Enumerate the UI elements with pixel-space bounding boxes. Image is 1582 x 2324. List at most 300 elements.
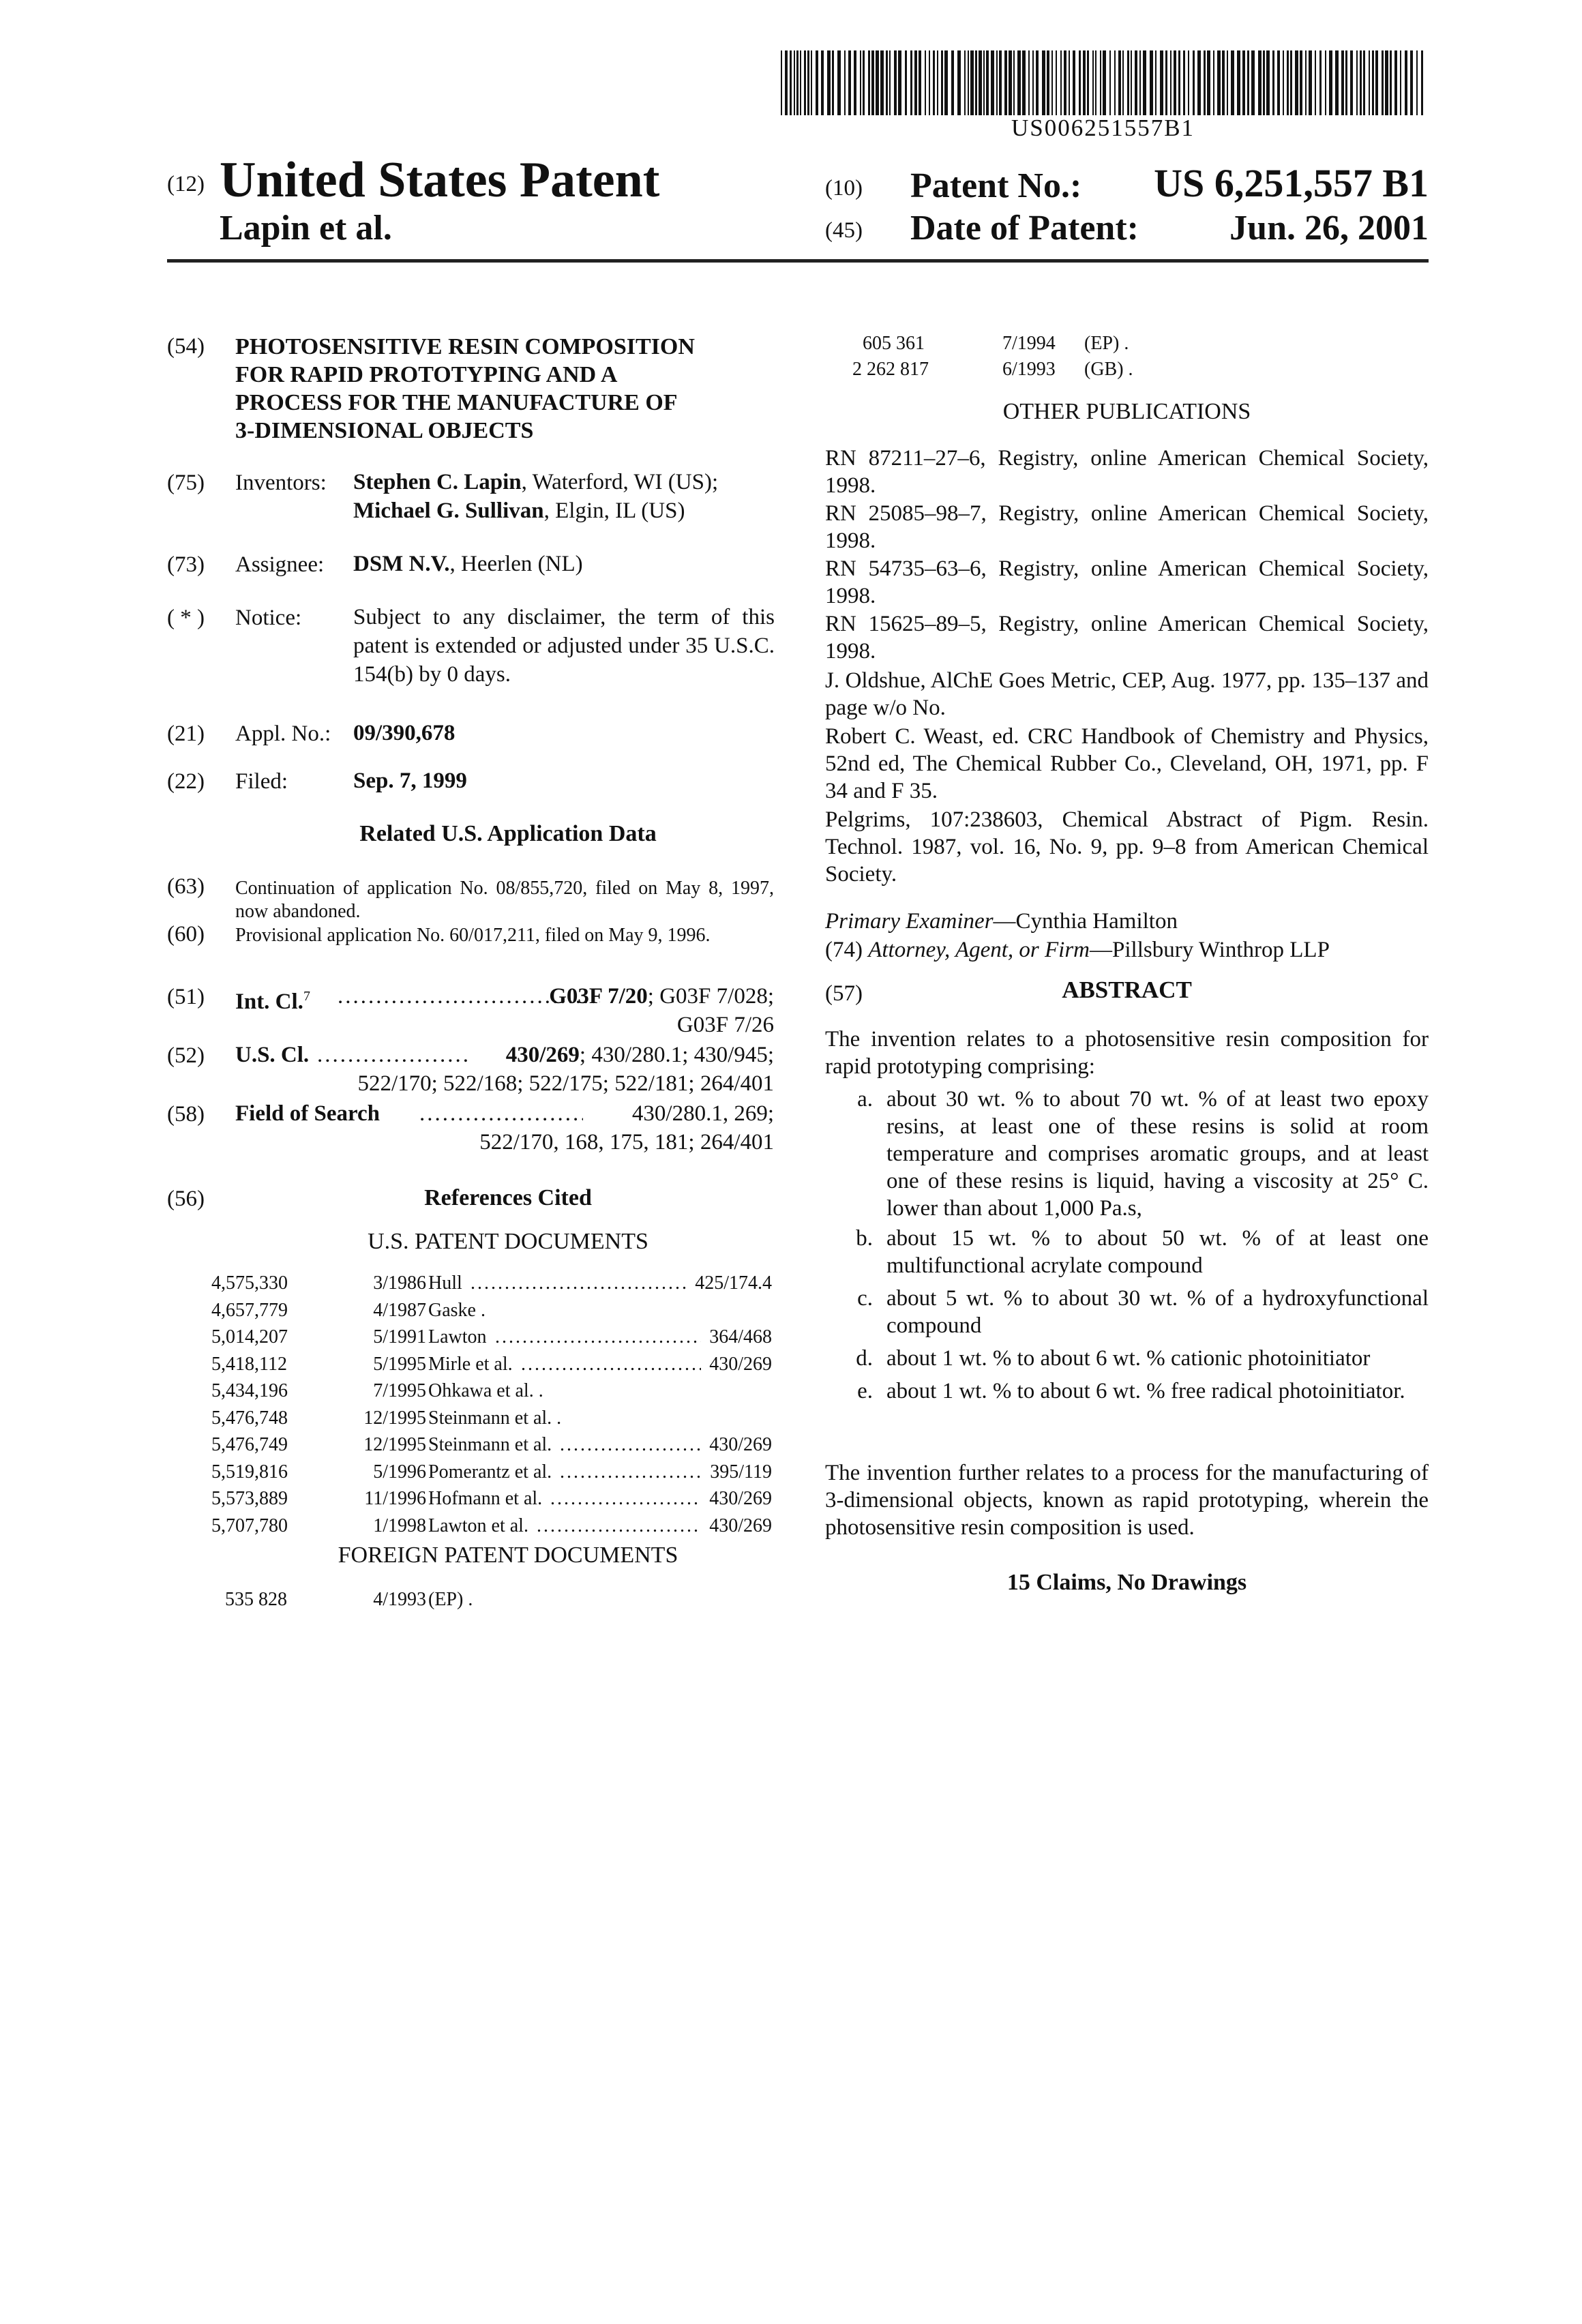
code-45: (45) bbox=[825, 218, 863, 243]
barcode-bar bbox=[1416, 50, 1418, 115]
barcode-bar bbox=[933, 50, 935, 115]
reference-number: 4,657,779 bbox=[211, 1300, 288, 1322]
barcode-bar bbox=[1032, 50, 1034, 115]
barcode-bar bbox=[1258, 50, 1262, 115]
barcode-bar bbox=[804, 50, 806, 115]
int-cl-rest: ; G03F 7/028; bbox=[648, 984, 774, 1009]
title-code: (54) bbox=[167, 334, 205, 359]
barcode-bar bbox=[1382, 50, 1384, 115]
inventors-label: Inventors: bbox=[235, 471, 327, 496]
barcode-bar bbox=[868, 50, 870, 115]
barcode-bar bbox=[1051, 50, 1053, 115]
barcode-bar bbox=[876, 50, 879, 115]
reference-name: Pomerantz et al. bbox=[428, 1461, 552, 1483]
barcode-bar bbox=[983, 50, 985, 115]
publication: Robert C. Weast, ed. CRC Handbook of Chemistry and Physics, 52nd ed, The Chemical Rubber Co., Cleveland, OH, 1971, pp. F 34 and F 35. bbox=[825, 723, 1429, 805]
barcode-bar bbox=[827, 50, 831, 115]
us-reference-row bbox=[211, 1515, 772, 1541]
foreign-date: 4/1993 bbox=[348, 1589, 426, 1611]
title-line: PROCESS FOR THE MANUFACTURE OF bbox=[235, 389, 781, 417]
foreign-number: 535 828 bbox=[225, 1589, 287, 1611]
abstract-heading: ABSTRACT bbox=[825, 977, 1429, 1004]
abstract-outro: The invention further relates to a process for the manufacturing of 3-dimensional objects, known as rapid prototyping, wherein the photosensitive resin composition is used. bbox=[825, 1459, 1429, 1541]
us-reference-row bbox=[211, 1300, 772, 1326]
barcode-bar bbox=[914, 50, 917, 115]
barcode-number: US006251557B1 bbox=[781, 115, 1425, 142]
reference-name: Hull bbox=[428, 1272, 462, 1294]
barcode-bar bbox=[1013, 50, 1015, 115]
patent-date: Jun. 26, 2001 bbox=[1229, 208, 1429, 248]
barcode-bar bbox=[1369, 50, 1370, 115]
title-line: FOR RAPID PROTOTYPING AND A bbox=[235, 361, 781, 389]
barcode-bar bbox=[811, 50, 812, 115]
foreign-reference-row bbox=[863, 359, 1423, 385]
us-cl-label: U.S. Cl. bbox=[235, 1043, 309, 1067]
inventors-code: (75) bbox=[167, 471, 205, 496]
barcode-bar bbox=[951, 50, 954, 115]
dot-leader: .............................. bbox=[495, 1326, 701, 1348]
us-cl-line bbox=[235, 1041, 774, 1069]
barcode-bar bbox=[1069, 50, 1070, 115]
barcode-bar bbox=[986, 50, 989, 115]
reference-date: 12/1995 bbox=[348, 1434, 426, 1456]
other-publications-heading: OTHER PUBLICATIONS bbox=[825, 399, 1429, 425]
barcode-bar bbox=[979, 50, 982, 115]
barcode-bar bbox=[1400, 50, 1401, 115]
barcode-bar bbox=[1160, 50, 1163, 115]
item-letter: c. bbox=[846, 1285, 873, 1312]
barcode-bar bbox=[1036, 50, 1039, 115]
barcode-bar bbox=[999, 50, 1002, 115]
primary-examiner bbox=[825, 907, 1178, 936]
barcode-bar bbox=[1103, 50, 1106, 115]
barcode-bar bbox=[898, 50, 901, 115]
reference-name: Mirle et al. bbox=[428, 1354, 513, 1375]
barcode-bar bbox=[1060, 50, 1062, 115]
barcode-bar bbox=[1372, 50, 1374, 115]
assignee-code: (73) bbox=[167, 552, 205, 578]
barcode-bar bbox=[1341, 50, 1344, 115]
reference-date: 5/1991 bbox=[348, 1326, 426, 1348]
barcode-bar bbox=[794, 50, 795, 115]
reference-number: 5,014,207 bbox=[211, 1326, 288, 1348]
us-reference-row bbox=[211, 1488, 772, 1514]
barcode-bar bbox=[968, 50, 969, 115]
assignee-location: , Heerlen (NL) bbox=[450, 552, 583, 576]
inventor-name: Michael G. Sullivan bbox=[353, 498, 544, 523]
barcode-bar bbox=[1028, 50, 1030, 115]
barcode-bar bbox=[832, 50, 834, 115]
provisional-code: (60) bbox=[167, 922, 205, 947]
barcode-bar bbox=[1319, 50, 1322, 115]
reference-date: 3/1986 bbox=[348, 1272, 426, 1294]
inventors bbox=[353, 468, 776, 525]
barcode-bar bbox=[996, 50, 998, 115]
barcode-bar bbox=[1290, 50, 1292, 115]
header-rule bbox=[167, 259, 1429, 263]
appl-label: Appl. No.: bbox=[235, 721, 331, 747]
barcode-bar bbox=[844, 50, 846, 115]
abstract-item bbox=[846, 1086, 1429, 1222]
barcode-bar bbox=[860, 50, 861, 115]
barcode-bar bbox=[800, 50, 801, 115]
barcode-bar bbox=[905, 50, 907, 115]
barcode-bar bbox=[863, 50, 865, 115]
foreign-documents-heading: FOREIGN PATENT DOCUMENTS bbox=[235, 1543, 781, 1568]
filed-date: Sep. 7, 1999 bbox=[353, 766, 467, 795]
assignee-name: DSM N.V. bbox=[353, 552, 450, 576]
barcode-bar bbox=[1207, 50, 1210, 115]
barcode-bar bbox=[1100, 50, 1101, 115]
inventor-location: , Waterford, WI (US); bbox=[522, 470, 718, 494]
barcode-bar bbox=[871, 50, 874, 115]
dot-leader: ...................... bbox=[550, 1488, 701, 1510]
filed-code: (22) bbox=[167, 769, 205, 794]
barcode-bar bbox=[1079, 50, 1081, 115]
attorney bbox=[825, 936, 1330, 964]
reference-number: 5,418,112 bbox=[211, 1354, 287, 1375]
barcode-bar bbox=[1092, 50, 1094, 115]
reference-number: 5,707,780 bbox=[211, 1515, 288, 1537]
barcode-bar bbox=[816, 50, 818, 115]
barcode-bar bbox=[1360, 50, 1362, 115]
us-documents-heading: U.S. PATENT DOCUMENTS bbox=[235, 1229, 781, 1255]
barcode-bar bbox=[785, 50, 788, 115]
barcode-bar bbox=[1197, 50, 1201, 115]
barcode-bar bbox=[1122, 50, 1124, 115]
item-text: about 1 wt. % to about 6 wt. % free radical photoinitiator. bbox=[886, 1377, 1429, 1405]
barcode-bar bbox=[1222, 50, 1225, 115]
abstract-code: (57) bbox=[825, 979, 863, 1008]
reference-class: 425/174.4 bbox=[695, 1272, 772, 1294]
item-letter: e. bbox=[846, 1377, 873, 1405]
reference-class: 430/269 bbox=[709, 1434, 772, 1456]
field-code: (58) bbox=[167, 1102, 205, 1127]
barcode-bar bbox=[1277, 50, 1280, 115]
item-text: about 5 wt. % to about 30 wt. % of a hydroxyfunctional compound bbox=[886, 1285, 1429, 1339]
barcode-bar bbox=[1213, 50, 1214, 115]
dot-leader: .................... bbox=[317, 1041, 467, 1069]
code-10: (10) bbox=[825, 176, 863, 201]
barcode-bar bbox=[1183, 50, 1185, 115]
inventor-name: Stephen C. Lapin bbox=[353, 470, 522, 494]
dot-leader: .................................. bbox=[338, 982, 600, 1011]
barcode-bar bbox=[848, 50, 851, 115]
appl-code: (21) bbox=[167, 721, 205, 747]
barcode-bar bbox=[1170, 50, 1171, 115]
barcode-bar bbox=[837, 50, 841, 115]
barcode-bar bbox=[1204, 50, 1206, 115]
barcode-bar bbox=[1042, 50, 1045, 115]
abstract-item bbox=[846, 1345, 1429, 1372]
publication: J. Oldshue, AlChE Goes Metric, CEP, Aug. 1977, pp. 135–137 and page w/o No. bbox=[825, 667, 1429, 721]
barcode-bar bbox=[1178, 50, 1180, 115]
barcode-bar bbox=[1109, 50, 1111, 115]
item-text: about 1 wt. % to about 6 wt. % cationic photoinitiator bbox=[886, 1345, 1429, 1372]
barcode-bar bbox=[1155, 50, 1156, 115]
us-reference-row bbox=[211, 1354, 772, 1380]
barcode-bar bbox=[1266, 50, 1270, 115]
abstract-item bbox=[846, 1285, 1429, 1339]
reference-name: Lawton et al. bbox=[428, 1515, 528, 1537]
barcode-bar bbox=[889, 50, 891, 115]
dot-leader: ............................... bbox=[471, 1272, 687, 1294]
barcode-bar bbox=[807, 50, 809, 115]
patent-number: US 6,251,557 B1 bbox=[1154, 160, 1429, 206]
barcode-bar bbox=[1022, 50, 1026, 115]
barcode-bar bbox=[781, 50, 782, 115]
dot-leader: .......................... bbox=[521, 1354, 701, 1375]
attorney-label: Attorney, Agent, or Firm bbox=[868, 938, 1090, 962]
barcode-bar bbox=[1242, 50, 1245, 115]
barcode-bar bbox=[1174, 50, 1176, 115]
barcode-bar bbox=[1247, 50, 1249, 115]
barcode-bar bbox=[1390, 50, 1392, 115]
barcode-bar bbox=[1143, 50, 1146, 115]
us-cl-line2: 522/170; 522/168; 522/175; 522/181; 264/401 bbox=[357, 1069, 774, 1098]
us-reference-row bbox=[211, 1272, 772, 1298]
reference-name: Steinmann et al. . bbox=[428, 1407, 561, 1429]
reference-name: Lawton bbox=[428, 1326, 487, 1348]
reference-name: Ohkawa et al. . bbox=[428, 1380, 543, 1402]
barcode-bar bbox=[1375, 50, 1378, 115]
dot-leader: .................... bbox=[560, 1434, 701, 1456]
barcode-bar bbox=[919, 50, 921, 115]
barcode-bar bbox=[1237, 50, 1240, 115]
reference-date: 5/1995 bbox=[348, 1354, 426, 1375]
foreign-date: 7/1994 bbox=[1002, 333, 1056, 355]
barcode-bar bbox=[1193, 50, 1195, 115]
item-letter: b. bbox=[846, 1225, 873, 1252]
barcode-bar bbox=[1127, 50, 1129, 115]
reference-name: Steinmann et al. bbox=[428, 1434, 552, 1456]
us-cl-main: 430/269 bbox=[506, 1043, 580, 1067]
barcode-bar bbox=[1345, 50, 1347, 115]
publication: Pelgrims, 107:238603, Chemical Abstract of Pigm. Resin. Technol. 1987, vol. 16, No. 9, pp. 9–8 from American Chemical Society. bbox=[825, 806, 1429, 888]
notice-text: Subject to any disclaimer, the term of this patent is extended or adjusted under 35 U.S.C. 154(b) by 0 days. bbox=[353, 603, 775, 689]
barcode-bar bbox=[1421, 50, 1423, 115]
barcode-bar bbox=[1064, 50, 1066, 115]
barcode-bar bbox=[1410, 50, 1413, 115]
foreign-reference-row bbox=[863, 333, 1423, 359]
reference-number: 5,434,196 bbox=[211, 1380, 288, 1402]
barcode-bar bbox=[1087, 50, 1089, 115]
us-reference-row bbox=[211, 1461, 772, 1487]
barcode-bar bbox=[1083, 50, 1086, 115]
barcode-bar bbox=[1047, 50, 1049, 115]
barcode-bar bbox=[1217, 50, 1221, 115]
barcode-bar bbox=[925, 50, 926, 115]
us-reference-row bbox=[211, 1326, 772, 1352]
barcode-bar bbox=[880, 50, 884, 115]
barcode-bar bbox=[1335, 50, 1339, 115]
assignee bbox=[353, 550, 583, 578]
related-data-heading: Related U.S. Application Data bbox=[235, 821, 781, 847]
int-cl-label: Int. Cl. bbox=[235, 989, 303, 1014]
inventor-location: , Elgin, IL (US) bbox=[544, 498, 685, 523]
barcode-bar bbox=[1009, 50, 1012, 115]
filed-label: Filed: bbox=[235, 769, 288, 794]
notice-code: ( * ) bbox=[167, 606, 205, 631]
barcode-bar bbox=[1056, 50, 1057, 115]
barcode-bar bbox=[1405, 50, 1407, 115]
barcode-bar bbox=[970, 50, 974, 115]
document-type: United States Patent bbox=[220, 151, 659, 209]
reference-date: 1/1998 bbox=[348, 1515, 426, 1537]
barcode-bar bbox=[964, 50, 966, 115]
item-letter: d. bbox=[846, 1345, 873, 1372]
title-line: PHOTOSENSITIVE RESIN COMPOSITION bbox=[235, 333, 781, 361]
reference-class: 430/269 bbox=[709, 1515, 772, 1537]
inventor-short: Lapin et al. bbox=[220, 208, 392, 248]
int-cl-superscript: 7 bbox=[303, 989, 310, 1004]
item-text: about 15 wt. % to about 50 wt. % of at least one multifunctional acrylate compound bbox=[886, 1225, 1429, 1279]
publication: RN 54735–63–6, Registry, online American Chemical Society, 1998. bbox=[825, 555, 1429, 610]
barcode-bar bbox=[1251, 50, 1255, 115]
field-values: 430/280.1, 269; bbox=[632, 1099, 774, 1128]
reference-date: 5/1996 bbox=[348, 1461, 426, 1483]
us-cl-code: (52) bbox=[167, 1043, 205, 1069]
attorney-name: —Pillsbury Winthrop LLP bbox=[1090, 938, 1330, 962]
barcode-bar bbox=[910, 50, 912, 115]
barcode-bar bbox=[1356, 50, 1358, 115]
barcode-bar bbox=[1385, 50, 1388, 115]
barcode-bar bbox=[1131, 50, 1132, 115]
reference-class: 430/269 bbox=[709, 1354, 772, 1375]
provisional-text: Provisional application No. 60/017,211, filed on May 9, 1996. bbox=[235, 924, 774, 947]
patent-title bbox=[235, 333, 781, 445]
barcode-bar bbox=[1315, 50, 1316, 115]
barcode-bar bbox=[944, 50, 948, 115]
field-label: Field of Search bbox=[235, 1101, 380, 1126]
examiner-label: Primary Examiner bbox=[825, 909, 994, 934]
dot-leader: .................... bbox=[560, 1461, 702, 1483]
item-text: about 30 wt. % to about 70 wt. % of at least two epoxy resins, at least one of these resins is solid at room temperature and comprises aromatic groups, and at least one of these resins is liquid, having a viscosity at 25° C. lower than about 1,000 Pa.s, bbox=[886, 1086, 1429, 1222]
barcode-bar bbox=[1325, 50, 1326, 115]
reference-number: 5,573,889 bbox=[211, 1488, 288, 1510]
reference-number: 4,575,330 bbox=[211, 1272, 288, 1294]
barcode-bar bbox=[1287, 50, 1289, 115]
patent-no-label: Patent No.: bbox=[910, 166, 1081, 206]
barcode-bar bbox=[1150, 50, 1153, 115]
barcode-bar bbox=[941, 50, 943, 115]
barcode-bar bbox=[1135, 50, 1137, 115]
barcode-bar bbox=[1394, 50, 1397, 115]
publication: RN 87211–27–6, Registry, online American Chemical Society, 1998. bbox=[825, 445, 1429, 499]
barcode-bar bbox=[1118, 50, 1121, 115]
refs-code: (56) bbox=[167, 1187, 205, 1212]
date-label: Date of Patent: bbox=[910, 208, 1139, 248]
barcode-bar bbox=[796, 50, 799, 115]
barcode-bar bbox=[1073, 50, 1075, 115]
barcode-bar bbox=[1004, 50, 1007, 115]
dot-leader: ........................ bbox=[537, 1515, 701, 1537]
continuation-text: Continuation of application No. 08/855,720, filed on May 8, 1997, now abandoned. bbox=[235, 877, 774, 923]
reference-name: Gaske . bbox=[428, 1300, 486, 1322]
publication: RN 15625–89–5, Registry, online American Chemical Society, 1998. bbox=[825, 610, 1429, 665]
field-line bbox=[235, 1099, 774, 1128]
abstract-item bbox=[846, 1225, 1429, 1279]
examiner-name: —Cynthia Hamilton bbox=[994, 909, 1178, 934]
foreign-number: 2 262 817 bbox=[852, 359, 929, 381]
notice-label: Notice: bbox=[235, 606, 301, 631]
foreign-date: 6/1993 bbox=[1002, 359, 1056, 381]
title-line: 3-DIMENSIONAL OBJECTS bbox=[235, 417, 781, 445]
foreign-reference-row bbox=[211, 1589, 772, 1615]
barcode-bar bbox=[1263, 50, 1265, 115]
barcode-bar bbox=[957, 50, 961, 115]
reference-number: 5,476,749 bbox=[211, 1434, 288, 1456]
reference-name: Hofmann et al. bbox=[428, 1488, 542, 1510]
barcode-bar bbox=[1139, 50, 1141, 115]
reference-number: 5,519,816 bbox=[211, 1461, 288, 1483]
barcode bbox=[781, 50, 1425, 115]
references-heading: References Cited bbox=[235, 1185, 781, 1211]
reference-date: 11/1996 bbox=[348, 1488, 426, 1510]
barcode-bar bbox=[1283, 50, 1284, 115]
claims-summary: 15 Claims, No Drawings bbox=[825, 1570, 1429, 1596]
us-reference-row bbox=[211, 1407, 772, 1433]
reference-class: 364/468 bbox=[709, 1326, 772, 1348]
int-cl-line bbox=[235, 982, 774, 1011]
continuation-code: (63) bbox=[167, 874, 205, 899]
barcode-bar bbox=[1095, 50, 1096, 115]
barcode-bar bbox=[1350, 50, 1353, 115]
barcode-bar bbox=[1309, 50, 1312, 115]
barcode-bar bbox=[929, 50, 930, 115]
abstract-item bbox=[846, 1377, 1429, 1405]
us-reference-row bbox=[211, 1434, 772, 1460]
barcode-bar bbox=[821, 50, 824, 115]
reference-date: 4/1987 bbox=[348, 1300, 426, 1322]
dot-leader: ..................... bbox=[419, 1099, 583, 1128]
reference-class: 395/119 bbox=[710, 1461, 772, 1483]
barcode-bar bbox=[854, 50, 856, 115]
barcode-bar bbox=[790, 50, 792, 115]
appl-number: 09/390,678 bbox=[353, 719, 455, 747]
barcode-bar bbox=[886, 50, 888, 115]
code-12: (12) bbox=[167, 172, 205, 197]
barcode-bar bbox=[1300, 50, 1302, 115]
foreign-country: (EP) . bbox=[1084, 333, 1129, 355]
us-reference-row bbox=[211, 1380, 772, 1406]
barcode-bar bbox=[991, 50, 994, 115]
attorney-code: (74) bbox=[825, 938, 863, 962]
barcode-bar bbox=[1295, 50, 1298, 115]
int-cl-line2: G03F 7/26 bbox=[677, 1011, 774, 1039]
field-line2: 522/170, 168, 175, 181; 264/401 bbox=[479, 1128, 774, 1157]
int-cl-main: G03F 7/20 bbox=[549, 984, 648, 1009]
int-cl-code: (51) bbox=[167, 985, 205, 1010]
reference-date: 12/1995 bbox=[348, 1407, 426, 1429]
barcode-bar bbox=[1231, 50, 1234, 115]
barcode-bar bbox=[1305, 50, 1307, 115]
reference-date: 7/1995 bbox=[348, 1380, 426, 1402]
barcode-bar bbox=[1165, 50, 1167, 115]
barcode-bar bbox=[937, 50, 938, 115]
barcode-bar bbox=[1272, 50, 1274, 115]
barcode-bar bbox=[894, 50, 897, 115]
reference-number: 5,476,748 bbox=[211, 1407, 288, 1429]
barcode-bar bbox=[1227, 50, 1228, 115]
reference-class: 430/269 bbox=[709, 1488, 772, 1510]
barcode-bar bbox=[1363, 50, 1365, 115]
foreign-country: (GB) . bbox=[1084, 359, 1133, 381]
assignee-label: Assignee: bbox=[235, 552, 324, 578]
publication: RN 25085–98–7, Registry, online American Chemical Society, 1998. bbox=[825, 500, 1429, 554]
abstract-intro: The invention relates to a photosensitive resin composition for rapid prototyping comprising: bbox=[825, 1026, 1429, 1080]
barcode-bar bbox=[1017, 50, 1021, 115]
